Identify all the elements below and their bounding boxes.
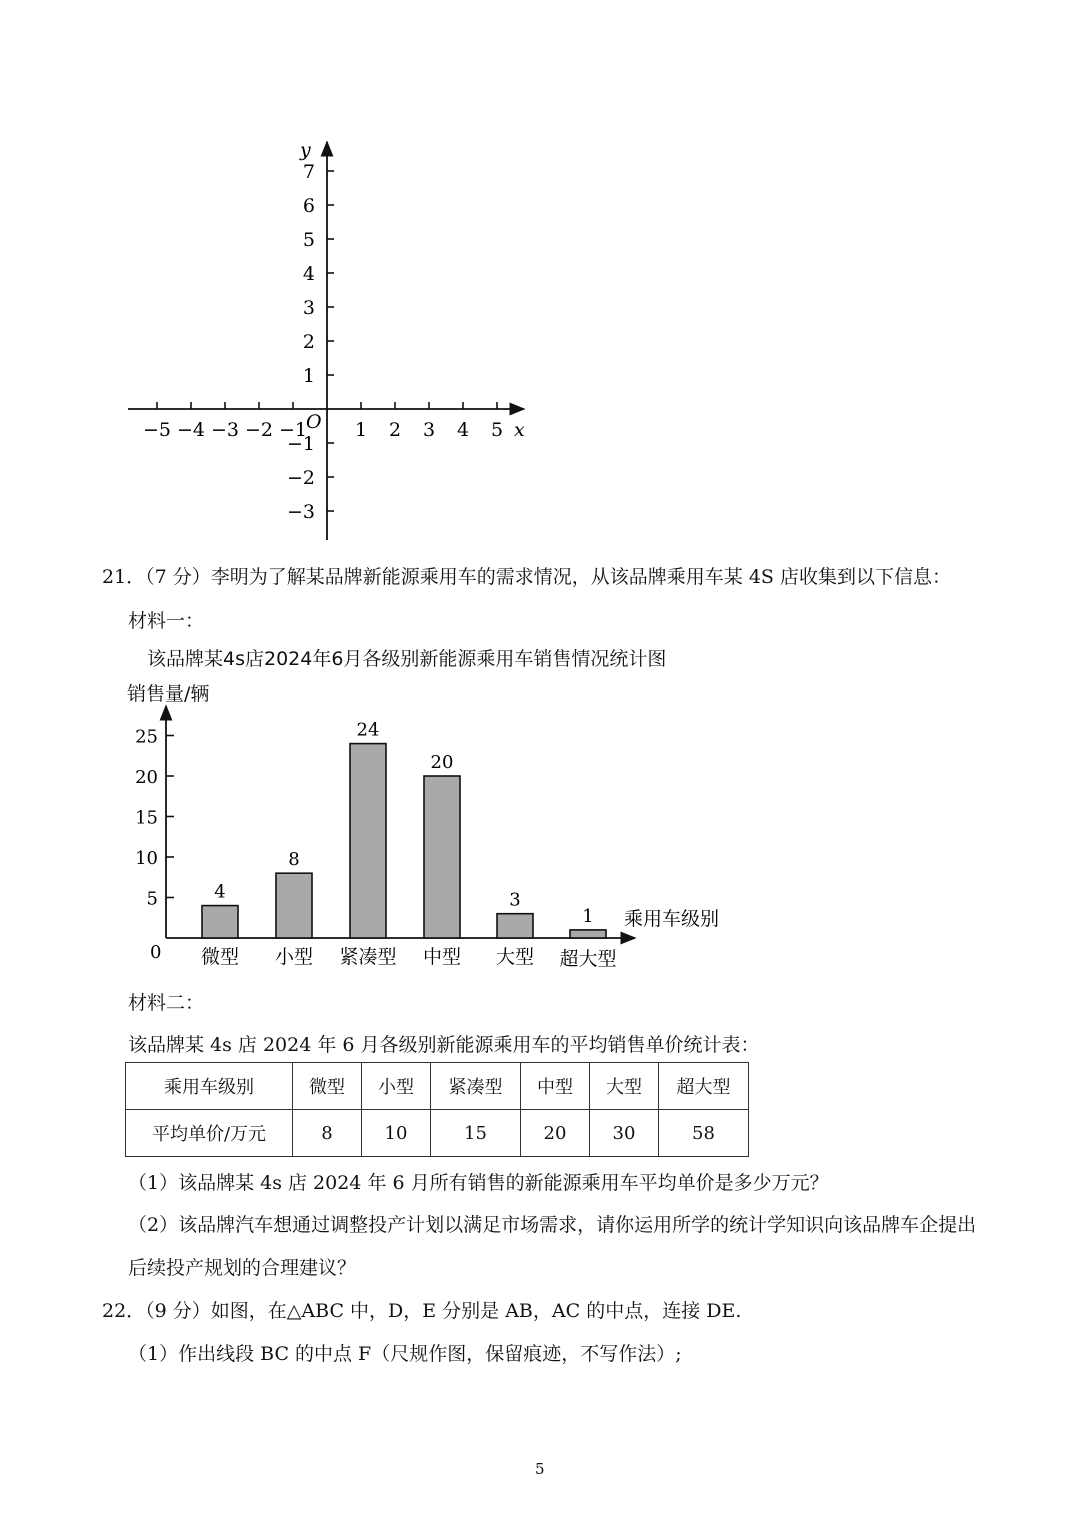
y-axis-label: y: [300, 139, 311, 161]
x-tick-label: −2: [244, 419, 274, 441]
q22-sub1: （1）作出线段 BC 的中点 F（尺规作图，保留痕迹，不写作法）;: [128, 1343, 682, 1365]
bar-1: [276, 873, 312, 938]
category-label: 紧凑型: [339, 946, 397, 968]
x-tick-label: 5: [490, 419, 504, 441]
chart-y-tick-label: 15: [135, 807, 158, 829]
y-tick-label: 1: [302, 365, 315, 387]
table-cell: 15: [431, 1110, 521, 1157]
bar-4: [497, 914, 533, 938]
category-label: 中型: [422, 946, 462, 968]
price-table: [125, 1062, 749, 1157]
q21-sub1: （1）该品牌某 4s 店 2024 年 6 月所有销售的新能源乘用车平均单价是多少万元？: [128, 1172, 829, 1194]
q21-sub2-line1: （2）该品牌汽车想通过调整投产计划以满足市场需求，请你运用所学的统计学知识向该品牌车企提出: [128, 1214, 977, 1236]
y-tick-label: −2: [286, 467, 315, 489]
table-cell: 平均单价/万元: [126, 1110, 293, 1157]
table-cell: 20: [521, 1110, 590, 1157]
bar-value-label: 1: [582, 905, 594, 927]
x-tick-label: −3: [210, 419, 240, 441]
bar-2: [350, 744, 386, 938]
category-label: 超大型: [559, 948, 617, 970]
y-tick-label: 5: [302, 229, 315, 251]
bar-5: [570, 930, 606, 938]
x-tick-label: 4: [456, 419, 470, 441]
chart-y-axis-label: 销售量/辆: [127, 683, 210, 705]
chart-x-axis-label: 乘用车级别: [624, 908, 720, 930]
bar-0: [202, 906, 238, 938]
bar-value-label: 8: [288, 849, 300, 871]
table-cell: 微型: [293, 1063, 362, 1110]
q21-stem: 21．（7 分）李明为了解某品牌新能源乘用车的需求情况，从该品牌乘用车某 4S 店收集到以下信息：: [102, 566, 951, 588]
bar-value-label: 4: [214, 881, 226, 903]
chart-y-tick-label: 20: [135, 767, 158, 788]
sales-bar-chart: [0, 690, 760, 980]
y-tick-label: 3: [302, 297, 315, 319]
table-cell: 乘用车级别: [126, 1063, 293, 1110]
table-cell: 中型: [521, 1063, 590, 1110]
coordinate-plane: [0, 0, 1080, 560]
chart-y-tick-label: 25: [135, 726, 158, 748]
bar-value-label: 24: [356, 719, 380, 741]
y-tick-label: 7: [302, 161, 315, 183]
origin-label: O: [306, 411, 322, 433]
table-cell: 大型: [590, 1063, 659, 1110]
chart-y-tick-label: 10: [135, 848, 158, 869]
x-tick-label: −1: [278, 419, 308, 441]
category-label: 大型: [495, 946, 535, 968]
x-axis-label: x: [514, 419, 525, 441]
bar-value-label: 3: [509, 889, 521, 911]
y-tick-label: −1: [286, 433, 315, 455]
material-2-label: 材料二：: [128, 992, 205, 1014]
q22-stem: 22．（9 分）如图，在△ABC 中，D，E 分别是 AB，AC 的中点，连接 DE.: [102, 1300, 742, 1322]
category-label: 小型: [274, 946, 314, 968]
table-cell: 8: [293, 1110, 362, 1157]
table-row: [126, 1110, 749, 1157]
table-cell: 58: [659, 1110, 749, 1157]
chart-y-tick-label: 5: [146, 888, 158, 910]
bar-value-label: 20: [430, 752, 454, 773]
material-1-label: 材料一：: [128, 610, 205, 632]
table-cell: 30: [590, 1110, 659, 1157]
page-number: 5: [535, 1460, 545, 1478]
table-cell: 超大型: [659, 1063, 749, 1110]
chart-title: 该品牌某4s店2024年6月各级别新能源乘用车销售情况统计图: [147, 648, 667, 670]
x-tick-label: −4: [176, 419, 206, 441]
y-tick-label: −3: [286, 501, 315, 523]
y-tick-label: 2: [302, 331, 315, 353]
x-tick-label: 1: [354, 419, 368, 441]
y-tick-label: 6: [302, 195, 315, 217]
table-cell: 小型: [362, 1063, 431, 1110]
x-tick-label: 2: [388, 419, 402, 441]
q21-sub2-line2: 后续投产规划的合理建议？: [128, 1257, 357, 1279]
x-tick-label: −5: [142, 419, 172, 441]
chart-origin-label: 0: [150, 942, 162, 963]
table-cell: 10: [362, 1110, 431, 1157]
table-intro: 该品牌某 4s 店 2024 年 6 月各级别新能源乘用车的平均销售单价统计表：: [128, 1034, 760, 1056]
category-label: 微型: [200, 946, 240, 968]
y-tick-label: 4: [302, 263, 315, 285]
bar-3: [424, 776, 460, 938]
table-header-row: [126, 1063, 749, 1110]
x-tick-label: 3: [422, 419, 436, 441]
table-cell: 紧凑型: [431, 1063, 521, 1110]
